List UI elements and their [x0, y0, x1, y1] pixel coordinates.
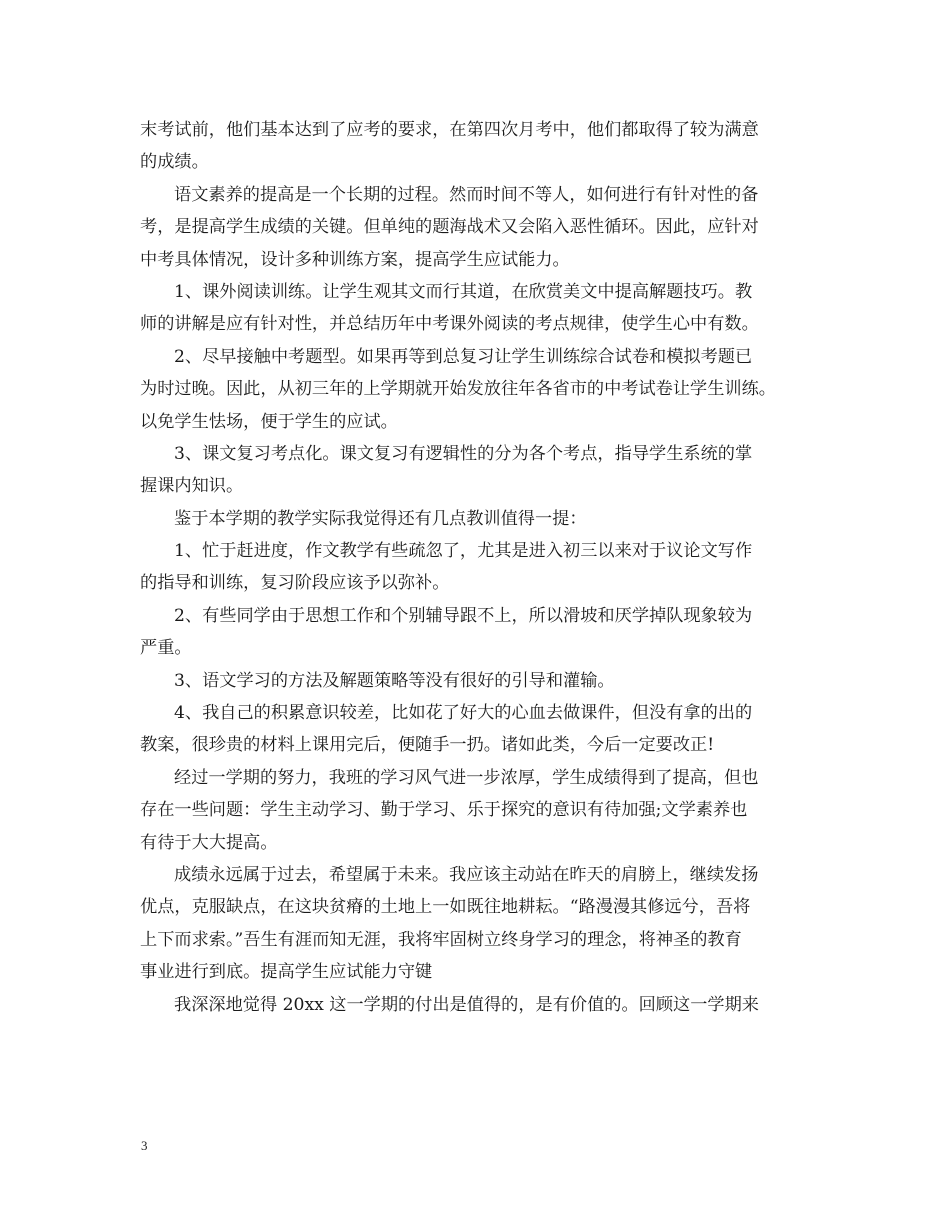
text-line: 考，是提高学生成绩的关键。但单纯的题海战术又会陷入恶性循环。因此，应针对 — [140, 217, 759, 238]
paragraph-start-line: 2、尽早接触中考题型。如果再等到总复习让学生训练综合试卷和模拟考题已 — [174, 346, 753, 367]
paragraph-start-line: 经过一学期的努力，我班的学习风气进一步浓厚，学生成绩得到了提高，但也 — [174, 767, 759, 788]
text-line: 师的讲解是应有针对性，并总结历年中考课外阅读的考点规律，使学生心中有数。 — [140, 314, 759, 335]
text-line: 严重。 — [140, 638, 192, 659]
paragraph-start-line: 1、忙于赶进度，作文教学有些疏忽了，尤其是进入初三以来对于议论文写作 — [174, 541, 753, 562]
paragraph-start-line: 鉴于本学期的教学实际我觉得还有几点教训值得一提： — [174, 508, 587, 529]
paragraph-start-line: 语文素养的提高是一个长期的过程。然而时间不等人，如何进行有针对性的备 — [174, 184, 759, 205]
text-line: 有待于大大提高。 — [140, 832, 278, 853]
text-line: 事业进行到底。提高学生应试能力守键 — [140, 962, 433, 983]
text-line: 末考试前，他们基本达到了应考的要求，在第四次月考中，他们都取得了较为满意 — [140, 120, 759, 140]
body-text — [140, 114, 820, 1021]
paragraph-start-line: 3、课文复习考点化。课文复习有逻辑性的分为各个考点，指导学生系统的掌 — [174, 443, 753, 464]
text-line: 为时过晚。因此，从初三年的上学期就开始发放往年各省市的中考试卷让学生训练。 — [140, 379, 776, 400]
paragraph-start-line: 成绩永远属于过去，希望属于未来。我应该主动站在昨天的肩膀上，继续发扬 — [174, 864, 759, 885]
text-line: 存在一些问题：学生主动学习、勤于学习、乐于探究的意识有待加强;文学素养也 — [140, 800, 748, 821]
paragraph-start-line: 2、有些同学由于思想工作和个别辅导跟不上，所以滑坡和厌学掉队现象较为 — [174, 605, 753, 626]
text-line: 中考具体情况，设计多种训练方案，提高学生应试能力。 — [140, 249, 570, 270]
page-number: 3 — [141, 1138, 148, 1153]
text-line: 上下而求索。”吾生有涯而知无涯，我将牢固树立终身学习的理念，将神圣的教育 — [140, 929, 742, 950]
text-line: 握课内知识。 — [140, 476, 244, 497]
paragraph-start-line: 我深深地觉得 20xx 这一学期的付出是值得的，是有价值的。回顾这一学期来 — [174, 994, 759, 1015]
text-line: 以免学生怯场，便于学生的应试。 — [140, 411, 398, 432]
text-line: 的指导和训练，复习阶段应该予以弥补。 — [140, 573, 450, 594]
paragraph-start-line: 3、语文学习的方法及解题策略等没有很好的引导和灌输。 — [174, 670, 615, 691]
paragraph-start-line: 4、我自己的积累意识较差，比如花了好大的心血去做课件，但没有拿的出的 — [174, 703, 753, 724]
paragraph-start-line: 1、课外阅读训练。让学生观其文而行其道，在欣赏美文中提高解题技巧。教 — [174, 281, 753, 302]
text-line: 优点，克服缺点，在这块贫瘠的土地上一如既往地耕耘。“路漫漫其修远兮，吾将 — [140, 897, 751, 918]
text-line: 的成绩。 — [140, 152, 209, 173]
text-line: 教案，很珍贵的材料上课用完后，便随手一扔。诸如此类，今后一定要改正! — [140, 735, 715, 756]
